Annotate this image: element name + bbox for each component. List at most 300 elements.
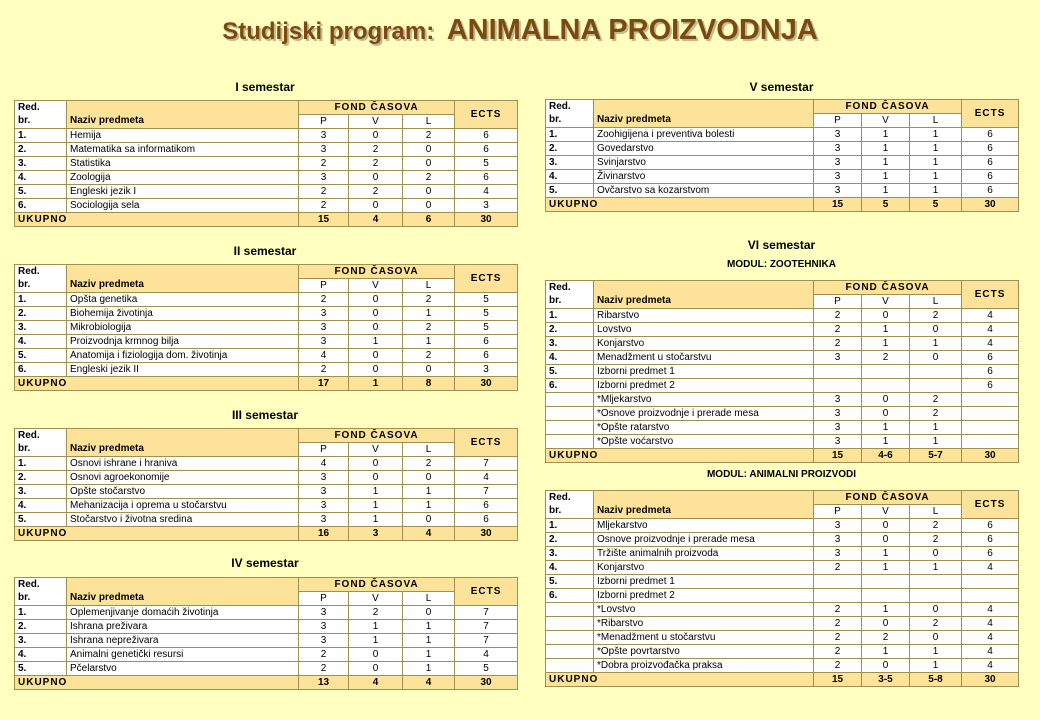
row-number: 1. [546,519,594,533]
header-l: L [910,295,962,309]
table-row [15,471,518,485]
header-ects: ECTS [455,578,518,606]
subject-name: *Mljekarstvo [594,393,814,407]
row-number: 5. [546,184,594,198]
total-l: 6 [403,213,455,227]
hours-v: 0 [862,309,910,323]
subject-name: Ishrana preživara [67,620,299,634]
ects-value: 4 [455,648,518,662]
ects-value: 5 [455,321,518,335]
total-p: 15 [814,449,862,463]
hours-v: 0 [349,349,403,363]
row-number: 1. [546,128,594,142]
hours-v: 2 [349,185,403,199]
hours-p: 2 [814,337,862,351]
table-row [546,589,1019,603]
total-l: 5 [910,198,962,212]
hours-v: 2 [862,351,910,365]
hours-v: 1 [862,421,910,435]
hours-l: 2 [403,349,455,363]
subject-name: Engleski jezik II [67,363,299,377]
total-p: 15 [814,673,862,687]
hours-p: 4 [299,349,349,363]
header-naziv: Naziv predmeta [67,279,299,293]
header-red: Red. [15,578,67,592]
ects-value: 4 [962,659,1019,673]
row-number: 5. [546,575,594,589]
header-ects: ECTS [962,281,1019,309]
total-row [15,377,518,391]
table-row [15,499,518,513]
hours-p: 3 [814,435,862,449]
row-number [546,645,594,659]
hours-v: 0 [862,393,910,407]
header-p: P [299,592,349,606]
sem1-table [14,100,518,227]
subject-name: Matematika sa informatikom [67,143,299,157]
hours-p: 2 [814,617,862,631]
subject-name: Zoohigijena i preventiva bolesti [594,128,814,142]
header-br: br. [546,295,594,309]
sem5-title: V semestar [749,80,814,94]
hours-l: 1 [910,156,962,170]
hours-p [814,379,862,393]
hours-v [862,379,910,393]
total-l: 4 [403,527,455,541]
table-row [546,170,1019,184]
subject-name: Izborni predmet 1 [594,575,814,589]
hours-v: 0 [349,293,403,307]
ects-value [962,393,1019,407]
header-p: P [814,505,862,519]
total-l: 4 [403,676,455,690]
header-v: V [862,114,910,128]
header-br: br. [15,115,67,129]
subject-name: Izborni predmet 1 [594,365,814,379]
hours-l: 0 [910,323,962,337]
header-blank [67,578,299,592]
ects-value: 6 [455,129,518,143]
table-row [15,349,518,363]
header-blank [594,281,814,295]
total-label: UKUPNO [546,198,814,212]
table-row [15,129,518,143]
hours-v: 0 [862,659,910,673]
header-blank [67,265,299,279]
hours-v: 1 [862,645,910,659]
hours-v: 1 [862,337,910,351]
subject-name: Mikrobiologija [67,321,299,335]
hours-l: 1 [403,485,455,499]
row-number [546,631,594,645]
hours-p [814,365,862,379]
header-red: Red. [546,281,594,295]
subject-name: Mehanizacija i oprema u stočarstvu [67,499,299,513]
sem4-title: IV semestar [231,556,299,570]
header-naziv: Naziv predmeta [594,295,814,309]
header-br: br. [15,279,67,293]
table-row [546,337,1019,351]
subject-name: Lovstvo [594,323,814,337]
hours-p: 2 [814,659,862,673]
sem6-modul-zootehnika-table [545,280,1019,463]
hours-p: 3 [299,171,349,185]
subject-name: Engleski jezik I [67,185,299,199]
total-row [546,673,1019,687]
subject-name: *Opšte povrtarstvo [594,645,814,659]
hours-v: 2 [349,157,403,171]
total-ects: 30 [455,377,518,391]
hours-v: 0 [349,363,403,377]
hours-p: 2 [814,561,862,575]
total-ects: 30 [962,673,1019,687]
header-red: Red. [15,429,67,443]
hours-l: 1 [403,634,455,648]
sem2-title: II semestar [233,244,297,258]
header-fond: FOND ČASOVA [814,281,962,295]
hours-l: 0 [403,606,455,620]
sem3-table [14,428,518,541]
row-number [546,407,594,421]
hours-v: 1 [349,335,403,349]
total-p: 15 [299,213,349,227]
hours-p: 2 [814,309,862,323]
ects-value: 5 [455,307,518,321]
ects-value: 4 [962,645,1019,659]
total-v: 4-6 [862,449,910,463]
total-label: UKUPNO [546,673,814,687]
hours-p: 2 [299,157,349,171]
hours-v: 0 [349,199,403,213]
hours-l: 1 [403,307,455,321]
hours-l: 1 [910,421,962,435]
header-fond: FOND ČASOVA [299,578,455,592]
header-p: P [299,279,349,293]
table-row [15,620,518,634]
subject-name: Izborni predmet 2 [594,379,814,393]
hours-v: 1 [862,547,910,561]
header-p: P [299,115,349,129]
subject-name: Osnovi agroekonomije [67,471,299,485]
hours-p: 3 [814,547,862,561]
hours-v: 0 [862,617,910,631]
row-number: 4. [15,335,67,349]
row-number [546,435,594,449]
table-row [15,307,518,321]
row-number: 3. [15,634,67,648]
subject-name: Ovčarstvo sa kozarstvom [594,184,814,198]
total-v: 4 [349,676,403,690]
ects-value: 6 [962,156,1019,170]
hours-v: 1 [862,435,910,449]
subject-name: Animalni genetički resursi [67,648,299,662]
hours-l: 1 [910,645,962,659]
subject-name: *Menadžment u stočarstvu [594,631,814,645]
hours-p: 3 [814,421,862,435]
ects-value: 4 [455,471,518,485]
hours-l: 2 [403,321,455,335]
title-main: ANIMALNA PROIZVODNJA [446,14,818,46]
subject-name: Konjarstvo [594,337,814,351]
header-blank [594,100,814,114]
header-naziv: Naziv predmeta [67,592,299,606]
row-number [546,603,594,617]
header-fond: FOND ČASOVA [299,101,455,115]
table-row [546,407,1019,421]
hours-v: 1 [862,561,910,575]
row-number: 1. [546,309,594,323]
total-v: 5 [862,198,910,212]
total-l: 5-7 [910,449,962,463]
table-row [15,513,518,527]
total-p: 15 [814,198,862,212]
ects-value [962,589,1019,603]
row-number: 2. [546,533,594,547]
row-number: 5. [15,662,67,676]
table-row [15,662,518,676]
hours-l: 2 [910,309,962,323]
hours-v: 1 [349,485,403,499]
header-v: V [862,505,910,519]
subject-name: *Ribarstvo [594,617,814,631]
hours-v: 1 [862,323,910,337]
ects-value: 7 [455,606,518,620]
hours-p: 3 [814,519,862,533]
hours-p: 3 [814,170,862,184]
hours-p: 3 [299,471,349,485]
total-ects: 30 [962,198,1019,212]
ects-value: 5 [455,293,518,307]
sem6-modul-animalni-title: MODUL: ANIMALNI PROIZVODI [706,469,857,480]
row-number: 5. [15,185,67,199]
table-row [546,365,1019,379]
hours-l: 0 [403,363,455,377]
header-v: V [349,592,403,606]
table-row [15,648,518,662]
subject-name: Hemija [67,129,299,143]
table-row [546,519,1019,533]
sem6-modul-animalni-table [545,490,1019,687]
table-row [15,634,518,648]
hours-p [814,589,862,603]
total-row [546,198,1019,212]
subject-name: *Opšte voćarstvo [594,435,814,449]
row-number: 5. [15,513,67,527]
hours-v: 1 [862,184,910,198]
subject-name: Osnovi ishrane i hraniva [67,457,299,471]
table-row [546,379,1019,393]
table-row [15,199,518,213]
table-row [546,631,1019,645]
ects-value: 4 [962,617,1019,631]
ects-value: 6 [962,142,1019,156]
header-l: L [403,115,455,129]
hours-v: 1 [862,170,910,184]
hours-p: 3 [814,128,862,142]
hours-p: 3 [299,321,349,335]
row-number: 6. [546,589,594,603]
hours-v: 1 [349,499,403,513]
ects-value: 6 [962,547,1019,561]
total-row [15,213,518,227]
ects-value: 4 [962,603,1019,617]
header-blank [67,101,299,115]
hours-l: 1 [403,648,455,662]
table-row [546,156,1019,170]
header-red: Red. [546,100,594,114]
ects-value: 4 [455,185,518,199]
table-row [546,659,1019,673]
row-number: 4. [546,170,594,184]
row-number: 2. [546,323,594,337]
hours-p: 2 [814,631,862,645]
hours-v: 1 [862,603,910,617]
subject-name: Biohemija životinja [67,307,299,321]
row-number: 1. [15,606,67,620]
header-v: V [349,443,403,457]
hours-p: 4 [299,457,349,471]
table-row [546,645,1019,659]
ects-value: 4 [962,323,1019,337]
total-row [546,449,1019,463]
subject-name: Tržište animalnih proizvoda [594,547,814,561]
header-red: Red. [546,491,594,505]
subject-name: Živinarstvo [594,170,814,184]
hours-p: 2 [299,648,349,662]
ects-value: 6 [962,351,1019,365]
table-row [15,363,518,377]
hours-l: 0 [910,547,962,561]
hours-v: 1 [862,142,910,156]
row-number: 3. [546,337,594,351]
row-number [546,617,594,631]
hours-p: 2 [299,363,349,377]
table-row [546,421,1019,435]
sem1-title: I semestar [235,80,295,94]
hours-p: 3 [299,129,349,143]
hours-p: 3 [299,307,349,321]
hours-v: 0 [862,519,910,533]
hours-l: 0 [910,351,962,365]
hours-v: 1 [862,156,910,170]
header-ects: ECTS [455,101,518,129]
hours-v: 0 [349,307,403,321]
subject-name: *Osnove proizvodnje i prerade mesa [594,407,814,421]
row-number: 3. [15,485,67,499]
hours-l [910,379,962,393]
total-label: UKUPNO [15,213,299,227]
hours-v: 0 [349,648,403,662]
table-row [546,603,1019,617]
hours-l: 2 [403,457,455,471]
ects-value: 5 [455,662,518,676]
subject-name: Stočarstvo i životna sredina [67,513,299,527]
table-row [15,185,518,199]
hours-l: 2 [403,129,455,143]
header-l: L [403,592,455,606]
hours-l: 2 [403,171,455,185]
total-v: 3 [349,527,403,541]
row-number: 2. [15,620,67,634]
header-red: Red. [15,101,67,115]
ects-value: 4 [962,631,1019,645]
row-number: 2. [546,142,594,156]
ects-value: 6 [962,365,1019,379]
hours-l: 0 [403,185,455,199]
hours-v: 0 [862,533,910,547]
hours-p: 2 [814,603,862,617]
hours-l: 0 [403,157,455,171]
header-naziv: Naziv predmeta [67,115,299,129]
table-row [546,617,1019,631]
subject-name: Konjarstvo [594,561,814,575]
subject-name: *Lovstvo [594,603,814,617]
hours-p: 2 [299,293,349,307]
header-p: P [814,295,862,309]
row-number: 6. [15,199,67,213]
hours-p: 3 [299,485,349,499]
ects-value: 4 [962,561,1019,575]
subject-name: Svinjarstvo [594,156,814,170]
table-row [15,485,518,499]
row-number: 3. [546,547,594,561]
subject-name: Sociologija sela [67,199,299,213]
hours-p: 3 [299,620,349,634]
ects-value: 6 [455,513,518,527]
ects-value: 6 [455,171,518,185]
total-label: UKUPNO [15,377,299,391]
table-row [546,128,1019,142]
row-number: 2. [15,307,67,321]
table-row [546,142,1019,156]
header-naziv: Naziv predmeta [67,443,299,457]
table-row [546,533,1019,547]
subject-name: Anatomija i fiziologija dom. životinja [67,349,299,363]
header-p: P [299,443,349,457]
total-ects: 30 [962,449,1019,463]
header-br: br. [15,592,67,606]
hours-v [862,575,910,589]
hours-l: 1 [910,170,962,184]
table-row [546,393,1019,407]
hours-p: 3 [299,499,349,513]
table-row [546,435,1019,449]
header-ects: ECTS [455,429,518,457]
hours-p: 3 [299,513,349,527]
ects-value: 4 [962,337,1019,351]
hours-l: 1 [910,142,962,156]
total-label: UKUPNO [15,527,299,541]
header-ects: ECTS [455,265,518,293]
total-ects: 30 [455,527,518,541]
subject-name: Pčelarstvo [67,662,299,676]
hours-l: 1 [910,435,962,449]
total-row [15,527,518,541]
header-ects: ECTS [962,100,1019,128]
ects-value [962,421,1019,435]
table-row [546,351,1019,365]
ects-value: 6 [455,349,518,363]
ects-value: 6 [962,379,1019,393]
hours-v: 1 [349,620,403,634]
row-number: 1. [15,457,67,471]
ects-value: 6 [962,170,1019,184]
hours-v: 0 [349,171,403,185]
total-p: 17 [299,377,349,391]
total-label: UKUPNO [15,676,299,690]
subject-name: Mljekarstvo [594,519,814,533]
hours-l: 1 [403,620,455,634]
